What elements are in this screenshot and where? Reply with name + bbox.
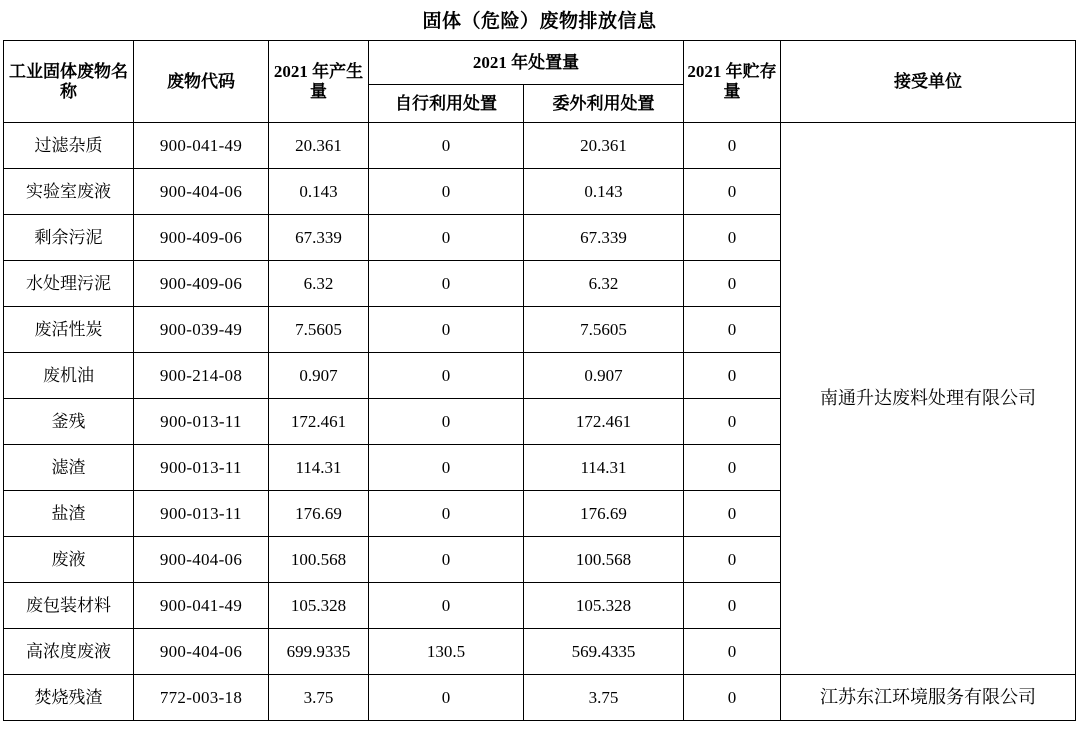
cell-self-use: 0 <box>369 445 524 491</box>
cell-stored: 0 <box>684 537 781 583</box>
column-header-disposal-amount: 2021 年处置量 <box>369 41 684 85</box>
column-header-self-disposal: 自行利用处置 <box>369 85 524 123</box>
table-row <box>4 123 1076 169</box>
cell-stored: 0 <box>684 399 781 445</box>
cell-waste-name: 废机油 <box>4 353 134 399</box>
cell-generated: 0.143 <box>269 169 369 215</box>
cell-waste-code: 900-409-06 <box>134 215 269 261</box>
cell-self-use: 0 <box>369 491 524 537</box>
cell-outsourced: 3.75 <box>524 675 684 721</box>
cell-stored: 0 <box>684 169 781 215</box>
cell-generated: 172.461 <box>269 399 369 445</box>
cell-self-use: 0 <box>369 123 524 169</box>
cell-waste-code: 900-404-06 <box>134 537 269 583</box>
cell-waste-code: 900-041-49 <box>134 123 269 169</box>
cell-self-use: 0 <box>369 307 524 353</box>
cell-generated: 0.907 <box>269 353 369 399</box>
column-header-receiving-unit: 接受单位 <box>781 41 1076 123</box>
cell-generated: 114.31 <box>269 445 369 491</box>
cell-outsourced: 569.4335 <box>524 629 684 675</box>
cell-waste-code: 900-041-49 <box>134 583 269 629</box>
column-header-outsourced-disposal: 委外利用处置 <box>524 85 684 123</box>
column-header-stored-amount: 2021 年贮存量 <box>684 41 781 123</box>
column-header-waste-name: 工业固体废物名称 <box>4 41 134 123</box>
cell-stored: 0 <box>684 215 781 261</box>
cell-generated: 20.361 <box>269 123 369 169</box>
cell-outsourced: 7.5605 <box>524 307 684 353</box>
cell-self-use: 0 <box>369 215 524 261</box>
cell-generated: 699.9335 <box>269 629 369 675</box>
cell-waste-code: 900-013-11 <box>134 399 269 445</box>
cell-waste-name: 水处理污泥 <box>4 261 134 307</box>
cell-receiving-unit: 南通升达废料处理有限公司 <box>781 123 1076 675</box>
cell-generated: 105.328 <box>269 583 369 629</box>
cell-self-use: 0 <box>369 399 524 445</box>
cell-waste-code: 900-039-49 <box>134 307 269 353</box>
cell-waste-name: 滤渣 <box>4 445 134 491</box>
cell-stored: 0 <box>684 353 781 399</box>
cell-waste-code: 900-214-08 <box>134 353 269 399</box>
cell-generated: 3.75 <box>269 675 369 721</box>
cell-outsourced: 0.143 <box>524 169 684 215</box>
column-header-generated-amount: 2021 年产生量 <box>269 41 369 123</box>
cell-generated: 100.568 <box>269 537 369 583</box>
cell-self-use: 0 <box>369 537 524 583</box>
table-header-row-1 <box>4 41 1076 85</box>
cell-stored: 0 <box>684 491 781 537</box>
table-body <box>4 123 1076 721</box>
cell-outsourced: 20.361 <box>524 123 684 169</box>
cell-outsourced: 105.328 <box>524 583 684 629</box>
cell-self-use: 0 <box>369 583 524 629</box>
page-title: 固体（危险）废物排放信息 <box>422 11 657 32</box>
solid-waste-emission-table <box>3 40 1076 721</box>
cell-stored: 0 <box>684 123 781 169</box>
cell-self-use: 0 <box>369 353 524 399</box>
cell-stored: 0 <box>684 583 781 629</box>
cell-waste-name: 高浓度废液 <box>4 629 134 675</box>
cell-outsourced: 67.339 <box>524 215 684 261</box>
cell-self-use: 0 <box>369 261 524 307</box>
cell-outsourced: 6.32 <box>524 261 684 307</box>
cell-self-use: 130.5 <box>369 629 524 675</box>
column-header-waste-code: 废物代码 <box>134 41 269 123</box>
cell-stored: 0 <box>684 261 781 307</box>
cell-generated: 176.69 <box>269 491 369 537</box>
cell-waste-code: 900-013-11 <box>134 445 269 491</box>
cell-waste-name: 废活性炭 <box>4 307 134 353</box>
cell-outsourced: 176.69 <box>524 491 684 537</box>
cell-waste-code: 900-409-06 <box>134 261 269 307</box>
cell-stored: 0 <box>684 675 781 721</box>
cell-waste-name: 剩余污泥 <box>4 215 134 261</box>
cell-waste-code: 900-404-06 <box>134 169 269 215</box>
cell-generated: 67.339 <box>269 215 369 261</box>
cell-self-use: 0 <box>369 675 524 721</box>
cell-waste-code: 900-404-06 <box>134 629 269 675</box>
cell-waste-name: 釜残 <box>4 399 134 445</box>
table-header <box>4 41 1076 123</box>
cell-waste-name: 盐渣 <box>4 491 134 537</box>
cell-outsourced: 100.568 <box>524 537 684 583</box>
cell-waste-code: 900-013-11 <box>134 491 269 537</box>
cell-generated: 7.5605 <box>269 307 369 353</box>
cell-stored: 0 <box>684 445 781 491</box>
table-row <box>4 675 1076 721</box>
cell-waste-name: 废包装材料 <box>4 583 134 629</box>
cell-self-use: 0 <box>369 169 524 215</box>
cell-outsourced: 0.907 <box>524 353 684 399</box>
cell-waste-code: 772-003-18 <box>134 675 269 721</box>
cell-stored: 0 <box>684 629 781 675</box>
cell-outsourced: 114.31 <box>524 445 684 491</box>
cell-generated: 6.32 <box>269 261 369 307</box>
cell-waste-name: 过滤杂质 <box>4 123 134 169</box>
cell-waste-name: 焚烧残渣 <box>4 675 134 721</box>
cell-outsourced: 172.461 <box>524 399 684 445</box>
cell-stored: 0 <box>684 307 781 353</box>
cell-receiving-unit: 江苏东江环境服务有限公司 <box>781 675 1076 721</box>
cell-waste-name: 实验室废液 <box>4 169 134 215</box>
cell-waste-name: 废液 <box>4 537 134 583</box>
